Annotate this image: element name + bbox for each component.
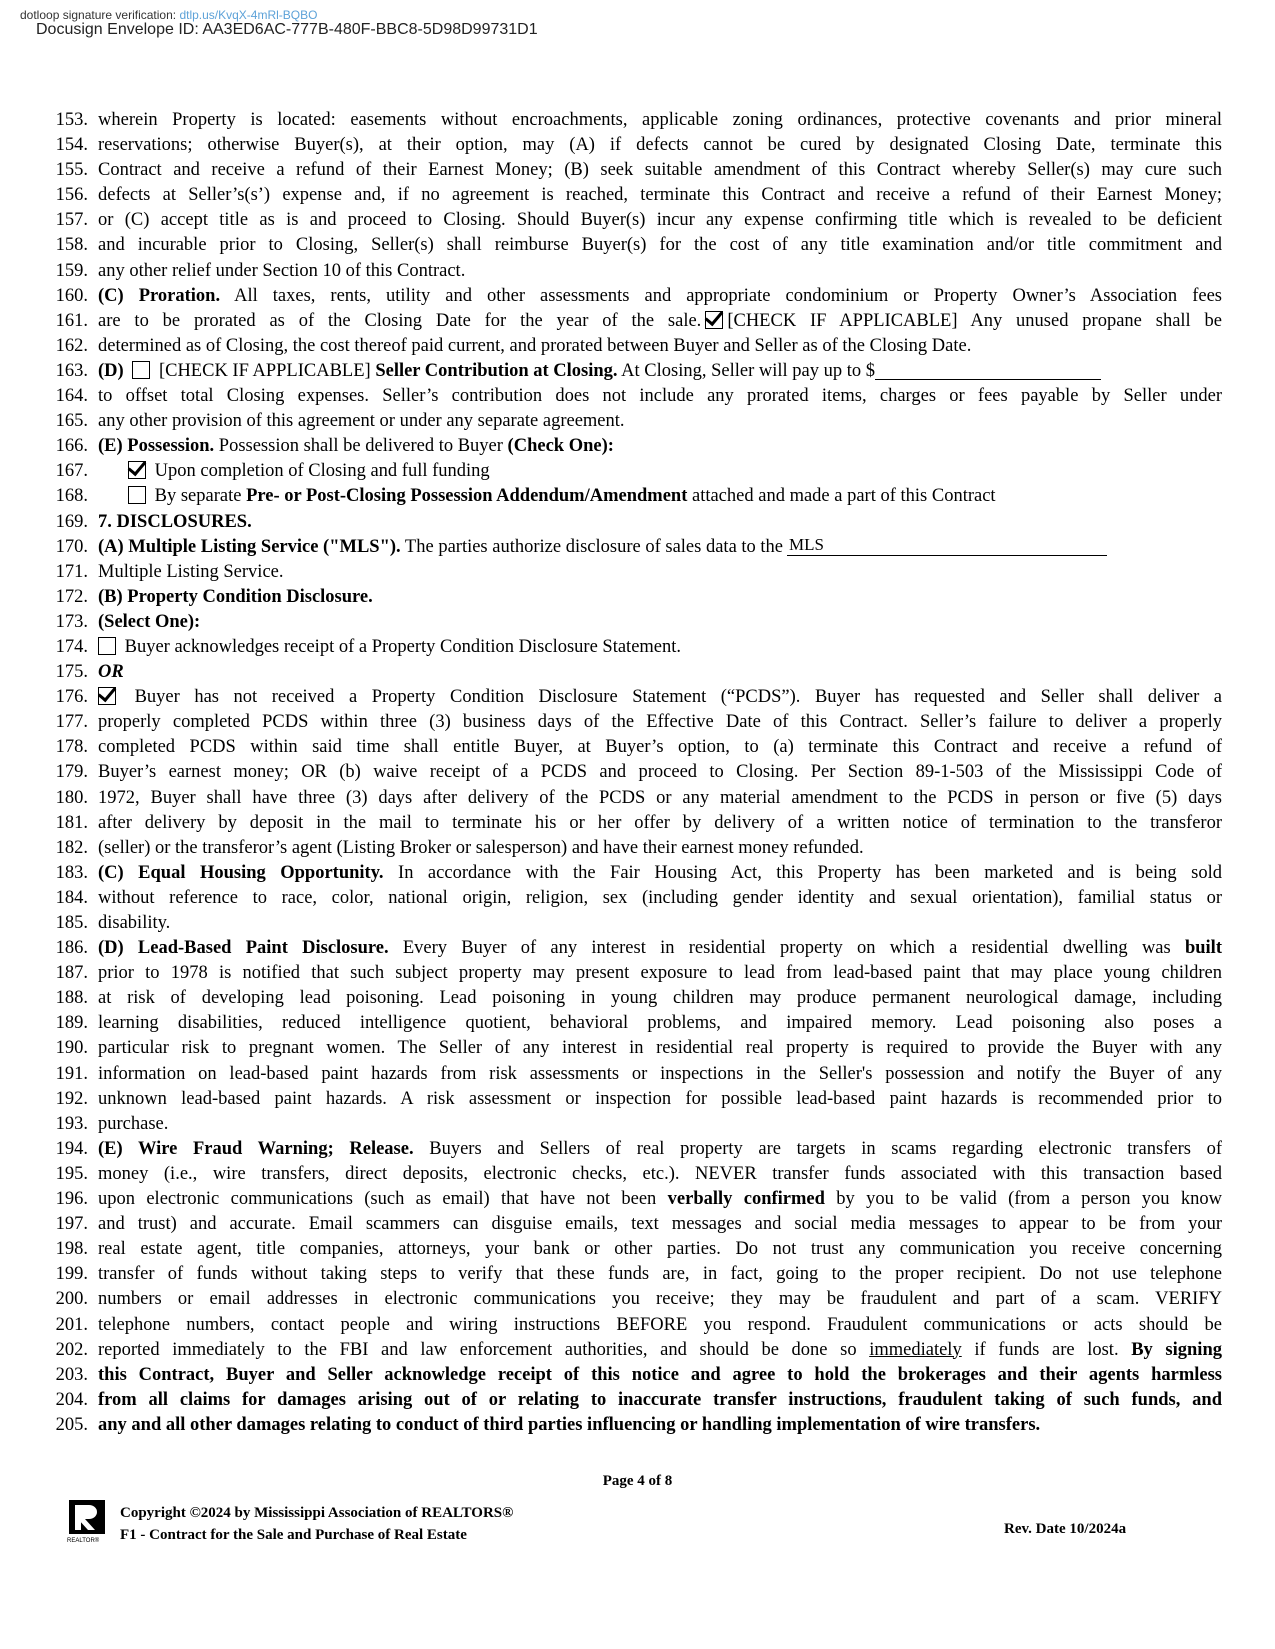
line-176: 176. Buyer has not received a Property Condition Disclosure Statement (“PCDS”). Buyer has requested and Seller shall deliver a	[55, 687, 1222, 708]
page-number: Page 4 of 8	[602, 1473, 673, 1489]
line-171: 171. Multiple Listing Service.	[55, 561, 284, 582]
line-192: 192. unknown lead-based paint hazards. A risk assessment or inspection for possible lead-based paint hazards is recommended prior to	[55, 1088, 1222, 1109]
line-182: 182. (seller) or the transferor’s agent (Listing Broker or salesperson) and have their earnest money refunded.	[55, 837, 864, 858]
verification-link[interactable]: dtlp.us/KvqX-4mRl-BQBO	[179, 8, 318, 22]
seller-contribution-amount-field[interactable]	[875, 359, 1101, 380]
line-194: 194. (E) Wire Fraud Warning; Release. Buyers and Sellers of real property are targets in scams regarding electronic transfers of	[55, 1138, 1222, 1159]
line-165: 165. any other provision of this agreement or under any separate agreement.	[55, 411, 625, 432]
pcds-not-received-checkbox[interactable]	[98, 687, 116, 705]
line-200: 200. numbers or email addresses in electronic communications you receive; they may be fraudulent and part of a scam. VERIFY	[55, 1289, 1222, 1310]
line-201: 201. telephone numbers, contact people and wiring instructions BEFORE you respond. Fraudulent communications or acts should be	[55, 1314, 1222, 1335]
line-174: 174. Buyer acknowledges receipt of a Property Condition Disclosure Statement.	[55, 636, 682, 657]
seller-contribution-checkbox[interactable]	[132, 361, 150, 379]
pcds-received-checkbox[interactable]	[98, 637, 116, 655]
line-195: 195. money (i.e., wire transfers, direct deposits, electronic checks, etc.). NEVER transfer funds associated with this transaction based	[55, 1163, 1222, 1184]
revision-date: Rev. Date 10/2024a	[1004, 1521, 1127, 1537]
possession-closing-checkbox[interactable]	[128, 461, 146, 479]
line-166: 166. (E) Possession. Possession shall be delivered to Buyer (Check One):	[55, 436, 614, 457]
line-179: 179. Buyer’s earnest money; OR (b) waive receipt of a PCDS and proceed to Closing. Per Section 89-1-503 of the Mississippi Code of	[55, 762, 1222, 783]
line-167: 167. Upon completion of Closing and full funding	[55, 461, 490, 482]
line-186: 186. (D) Lead-Based Paint Disclosure. Every Buyer of any interest in residential property on which a residential dwelling was built	[55, 938, 1222, 959]
line-173: 173. (Select One):	[55, 611, 201, 632]
line-180: 180. 1972, Buyer shall have three (3) days after delivery of the PCDS or any material amendment to the PCDS in person or five (5) days	[55, 787, 1222, 808]
line-183: 183. (C) Equal Housing Opportunity. In accordance with the Fair Housing Act, this Property has been marketed and is being sold	[55, 862, 1222, 883]
verification-label: dotloop signature verification:	[20, 8, 177, 22]
docusign-envelope-id: Docusign Envelope ID: AA3ED6AC-777B-480F-BBC8-5D98D99731D1	[36, 21, 538, 38]
line-198: 198. real estate agent, title companies, attorneys, your bank or other parties. Do not trust any communication you receive concerning	[55, 1239, 1222, 1260]
propane-checkbox[interactable]	[705, 311, 723, 329]
line-196: 196. upon electronic communications (such as email) that have not been verbally confirmed by you to be valid (from a person you know	[55, 1189, 1222, 1210]
dotloop-verification	[20, 8, 317, 22]
line-170: 170. (A) Multiple Listing Service ("MLS"). The parties authorize disclosure of sales data to the MLS	[0, 535, 1275, 560]
line-190: 190. particular risk to pregnant women. The Seller of any interest in residential real property is required to provide the Buyer with any	[55, 1038, 1222, 1059]
line-185: 185. disability.	[55, 913, 171, 933]
line-161: 161. are to be prorated as of the Closing Date for the year of the sale. [CHECK IF APPLICABLE] Any unused propane shall be	[55, 310, 1222, 331]
line-175: 175. OR	[55, 662, 124, 683]
line-154: 154. reservations; otherwise Buyer(s), at their option, may (A) if defects cannot be cured by designated Closing Date, terminate this	[55, 135, 1222, 156]
line-204: 204. from all claims for damages arising out of or relating to inaccurate transfer instructions, fraudulent taking of such funds, and	[55, 1389, 1222, 1410]
line-169: 169. 7. DISCLOSURES.	[55, 511, 252, 532]
line-157: 157. or (C) accept title as is and proceed to Closing. Should Buyer(s) incur any expense confirming title which is revealed to be deficient	[55, 210, 1222, 231]
line-155: 155. Contract and receive a refund of their Earnest Money; (B) seek suitable amendment of this Contract whereby Seller(s) may cure such	[55, 160, 1222, 181]
realtor-logo-text: REALTOR®	[67, 1538, 100, 1544]
line-168: 168. By separate Pre- or Post-Closing Possession Addendum/Amendment attached and made a part of this Contract	[55, 486, 996, 507]
line-189: 189. learning disabilities, reduced intelligence quotient, behavioral problems, and impaired memory. Lead poisoning also poses a	[55, 1013, 1222, 1034]
line-187: 187. prior to 1978 is notified that such subject property may present exposure to lead from lead-based paint that may place young children	[55, 963, 1222, 984]
line-160: 160. (C) Proration. All taxes, rents, utility and other assessments and appropriate condominium or Property Owner’s Association fees	[55, 285, 1222, 306]
line-188: 188. at risk of developing lead poisoning. Lead poisoning in young children may produce permanent neurological damage, including	[55, 988, 1222, 1009]
line-193: 193. purchase.	[55, 1113, 169, 1134]
mls-name-field[interactable]: MLS	[787, 535, 1107, 556]
line-184: 184. without reference to race, color, national origin, religion, sex (including gender identity and sexual orientation), familial status or	[55, 887, 1222, 908]
form-name: F1 - Contract for the Sale and Purchase of Real Estate	[120, 1527, 467, 1543]
line-153: 153. wherein Property is located: easements without encroachments, applicable zoning ordinances, protective covenants and prior mineral	[55, 110, 1222, 130]
line-158: 158. and incurable prior to Closing, Seller(s) shall reimburse Buyer(s) for the cost of any title examination and/or title commitment and	[55, 235, 1222, 256]
line-177: 177. properly completed PCDS within three (3) business days of the Effective Date of this Contract. Seller’s failure to deliver a properly	[55, 712, 1222, 733]
line-181: 181. after delivery by deposit in the mail to terminate his or her offer by delivery of a written notice of termination to the transferor	[55, 812, 1222, 833]
line-164: 164. to offset total Closing expenses. Seller’s contribution does not include any prorated items, charges or fees payable by Seller under	[55, 386, 1222, 407]
copyright: Copyright ©2024 by Mississippi Association of REALTORS®	[120, 1505, 514, 1521]
line-162: 162. determined as of Closing, the cost thereof paid current, and prorated between Buyer and Seller as of the Closing Date.	[55, 335, 972, 356]
contract-body	[0, 108, 1275, 1438]
line-159: 159. any other relief under Section 10 of this Contract.	[55, 260, 466, 281]
line-202: 202. reported immediately to the FBI and law enforcement authorities, and should be done so immediately if funds are lost. By signing	[55, 1339, 1222, 1360]
line-178: 178. completed PCDS within said time shall entitle Buyer, at Buyer’s option, to (a) terminate this Contract and receive a refund of	[55, 737, 1222, 758]
line-205: 205. any and all other damages relating to conduct of third parties influencing or handling implementation of wire transfers.	[55, 1414, 1041, 1435]
line-203: 203. this Contract, Buyer and Seller acknowledge receipt of this notice and agree to hold the brokerages and their agents harmless	[55, 1364, 1222, 1385]
line-199: 199. transfer of funds without taking steps to verify that these funds are, in fact, going to the proper recipient. Do not use telephone	[55, 1264, 1222, 1285]
line-156: 156. defects at Seller’s(s’) expense and, if no agreement is reached, terminate this Contract and receive a refund of their Earnest Money;	[55, 185, 1222, 206]
line-191: 191. information on lead-based paint hazards from risk assessments or inspections in the Seller's possession and notify the Buyer of any	[55, 1063, 1222, 1084]
disclosures-heading: 7. DISCLOSURES.	[98, 511, 252, 532]
line-163: 163. (D) [CHECK IF APPLICABLE] Seller Contribution at Closing. At Closing, Seller will pay up to $	[0, 359, 1275, 384]
line-197: 197. and trust) and accurate. Email scammers can disguise emails, text messages and social media messages to appear to be from your	[55, 1214, 1222, 1235]
line-172: 172. (B) Property Condition Disclosure.	[55, 586, 373, 607]
realtor-logo	[67, 1500, 111, 1544]
possession-addendum-checkbox[interactable]	[128, 486, 146, 504]
proration-heading: (C) Proration.	[98, 285, 221, 306]
